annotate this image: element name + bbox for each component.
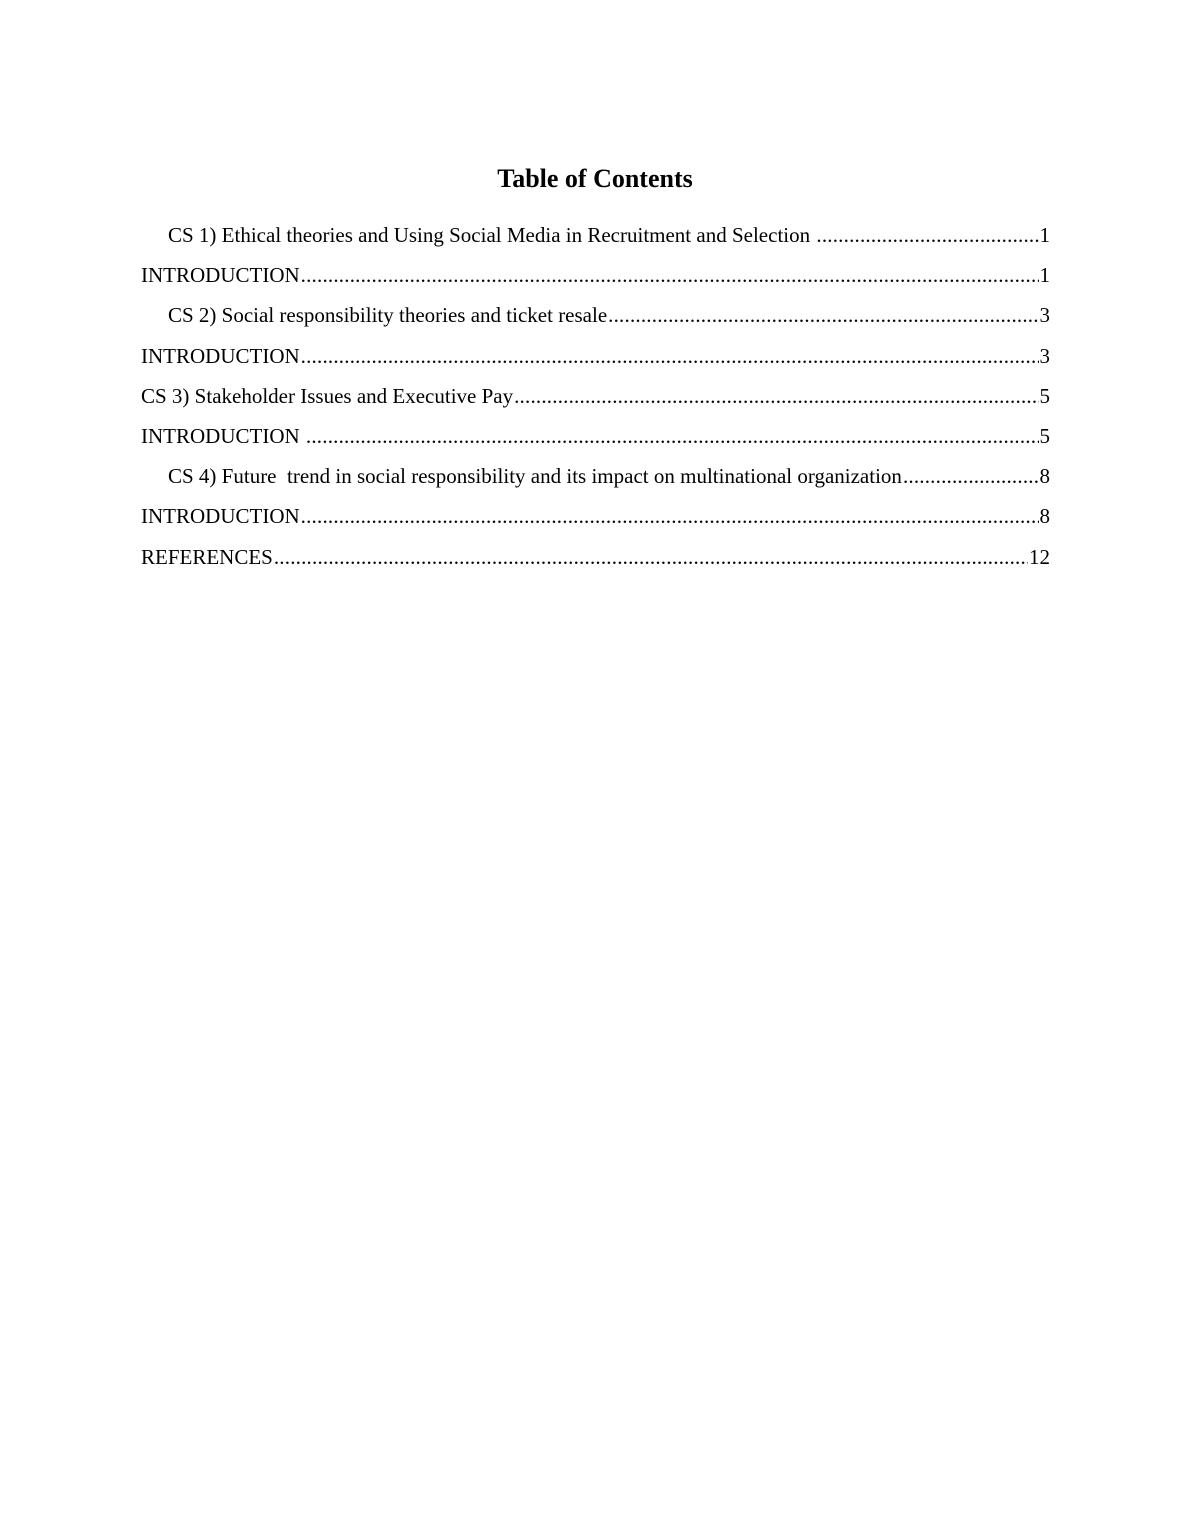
toc-dot-leader [274, 541, 1028, 573]
toc-page-number: 5 [1039, 423, 1050, 448]
toc-page-number: 3 [1039, 343, 1050, 368]
toc-entry-text: CS 3) Stakeholder Issues and Executive Pay [141, 383, 514, 408]
toc-page-number: 1 [1039, 263, 1050, 288]
toc-page-number: 3 [1039, 303, 1050, 328]
toc-entry-introduction-1[interactable] [141, 259, 1050, 299]
toc-entry-cs4[interactable] [141, 460, 1050, 500]
toc-dot-leader [301, 500, 1039, 532]
toc-list [141, 219, 1050, 581]
toc-entry-introduction-3[interactable] [141, 420, 1050, 460]
toc-dot-leader [301, 259, 1039, 291]
toc-dot-leader [306, 420, 1039, 452]
toc-entry-text: CS 2) Social responsibility theories and ticket resale [168, 303, 608, 328]
toc-entry-cs1[interactable] [141, 219, 1050, 259]
toc-entry-text: CS 4) Future trend in social responsibility and its impact on multinational organization [168, 464, 902, 489]
toc-entry-text: INTRODUCTION [141, 423, 305, 448]
toc-title: Table of Contents [497, 164, 693, 193]
toc-entry-text: CS 1) Ethical theories and Using Social Media in Recruitment and Selection [168, 223, 816, 247]
toc-entry-text: INTRODUCTION [141, 263, 300, 288]
toc-page-number: 1 [1039, 223, 1050, 247]
toc-entry-references[interactable] [141, 541, 1050, 581]
toc-page-number: 12 [1029, 544, 1050, 569]
toc-dot-leader [608, 299, 1038, 331]
toc-dot-leader [903, 460, 1039, 492]
toc-page-number: 8 [1039, 504, 1050, 529]
toc-entry-text: REFERENCES [141, 544, 273, 569]
toc-entry-text: INTRODUCTION [141, 343, 300, 368]
toc-entry-text: INTRODUCTION [141, 504, 300, 529]
toc-page-number: 8 [1039, 464, 1050, 489]
toc-page-number: 5 [1039, 383, 1050, 408]
toc-dot-leader [301, 340, 1039, 372]
toc-entry-cs2[interactable] [141, 299, 1050, 339]
toc-entry-introduction-2[interactable] [141, 340, 1050, 380]
toc-entry-cs3[interactable] [141, 380, 1050, 420]
toc-dot-leader [816, 219, 1038, 251]
toc-dot-leader [514, 380, 1038, 412]
toc-entry-introduction-4[interactable] [141, 500, 1050, 540]
